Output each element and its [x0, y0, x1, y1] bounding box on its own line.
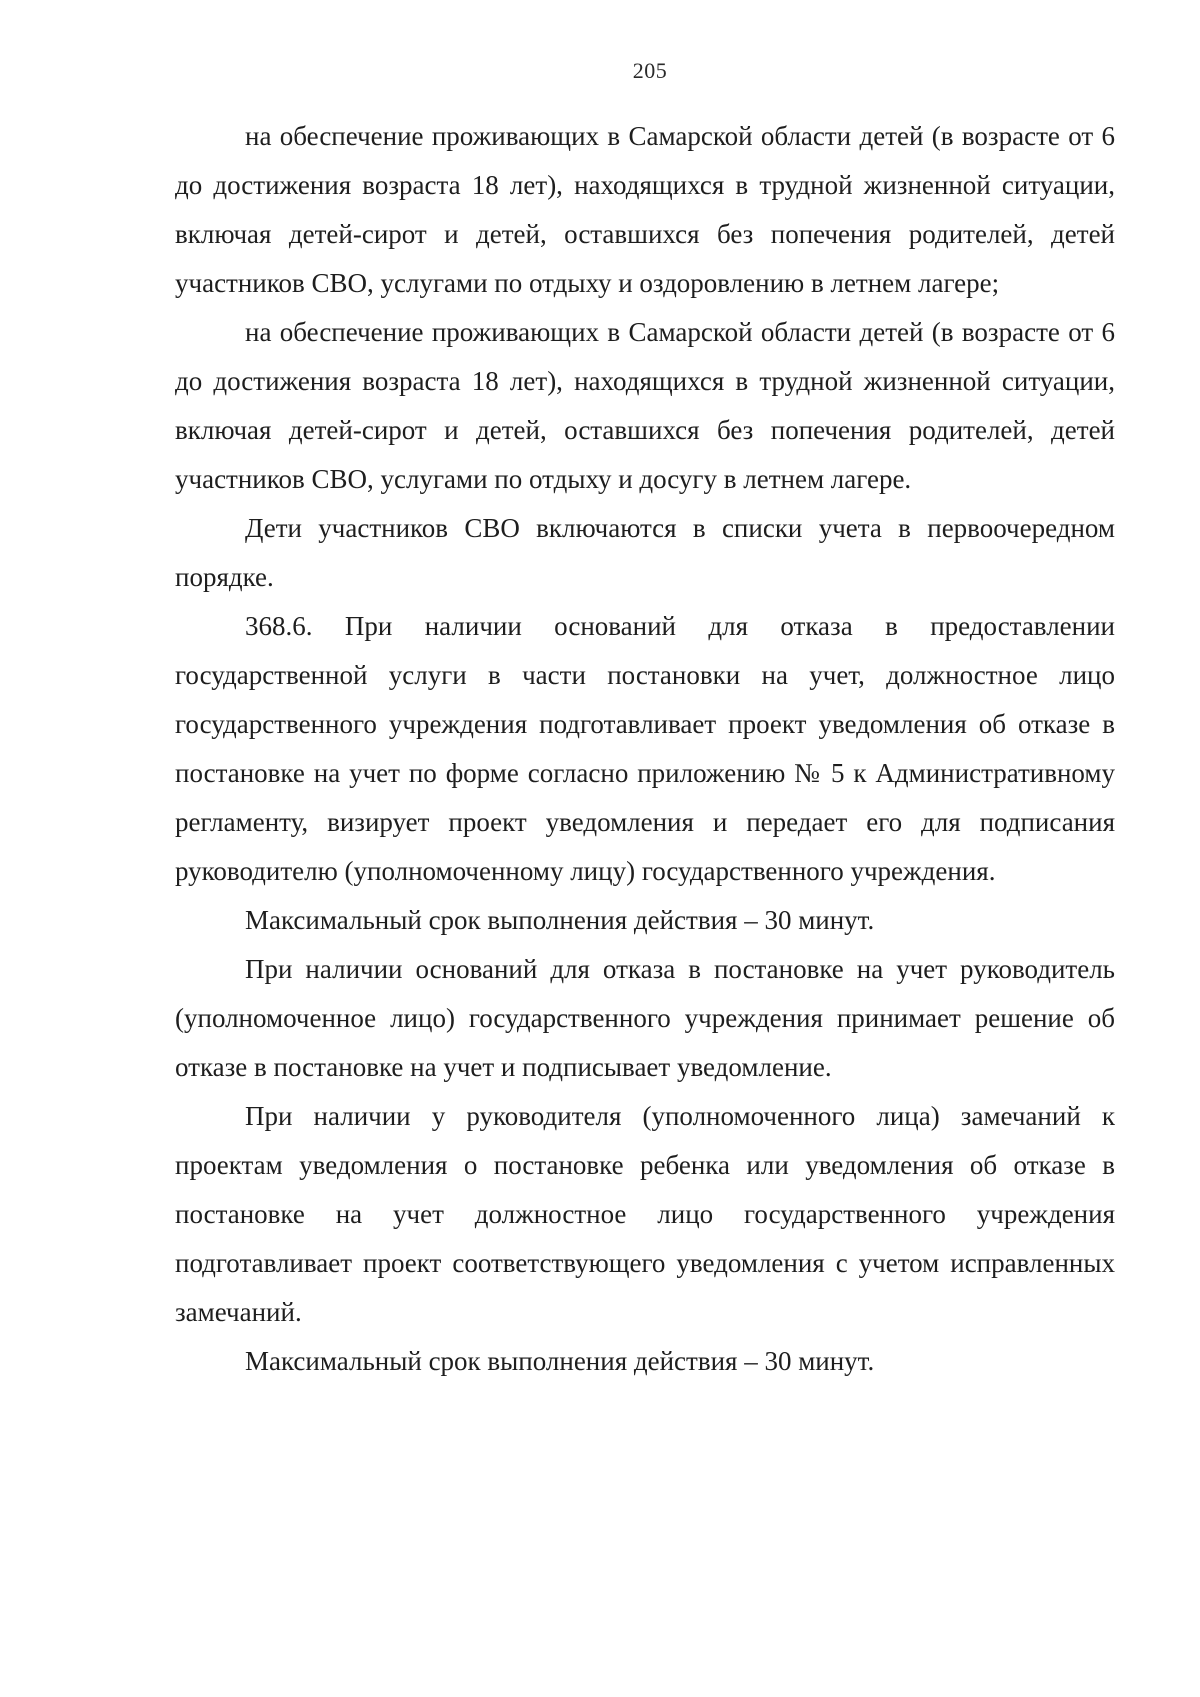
- paragraph-368-6-refusal: 368.6. При наличии оснований для отказа в предоставлении государственной услуги в части постановки на учет, должностное лицо государственного учреждения подготавливает проект уведомления об отказе в постановке на учет по форме согласно приложению № 5 к Административному регламенту, визирует проект уведомления и передает его для подписания руководителю (уполномоченному лицу) государственного учреждения.: [175, 611, 1115, 886]
- paragraph-remarks: При наличии у руководителя (уполномоченного лица) замечаний к проектам уведомления о постановке ребенка или уведомления об отказе в постановке на учет должностное лицо государственного учреждения подготавливает проект соответствующего уведомления с учетом исправленных замечаний.: [175, 1101, 1115, 1327]
- paragraph-max-time-1: Максимальный срок выполнения действия – 30 минут.: [245, 905, 875, 935]
- paragraph-summer-camp-health: на обеспечение проживающих в Самарской области детей (в возрасте от 6 до достижения возраста 18 лет), находящихся в трудной жизненной ситуации, включая детей-сирот и детей, оставшихся без попечения родителей, детей участников СВО, услугами по отдыху и оздоровлению в летнем лагере;: [175, 121, 1115, 298]
- page-number: 205: [632, 58, 668, 83]
- document-body: [175, 112, 1115, 1386]
- paragraph-svo-priority: Дети участников СВО включаются в списки учета в первоочередном порядке.: [175, 513, 1115, 592]
- paragraph-max-time-2: Максимальный срок выполнения действия – 30 минут.: [245, 1346, 875, 1376]
- paragraph-head-decision: При наличии оснований для отказа в постановке на учет руководитель (уполномоченное лицо) государственного учреждения принимает решение об отказе в постановке на учет и подписывает уведомление.: [175, 954, 1115, 1082]
- paragraph-summer-camp-leisure: на обеспечение проживающих в Самарской области детей (в возрасте от 6 до достижения возраста 18 лет), находящихся в трудной жизненной ситуации, включая детей-сирот и детей, оставшихся без попечения родителей, детей участников СВО, услугами по отдыху и досугу в летнем лагере.: [175, 317, 1115, 494]
